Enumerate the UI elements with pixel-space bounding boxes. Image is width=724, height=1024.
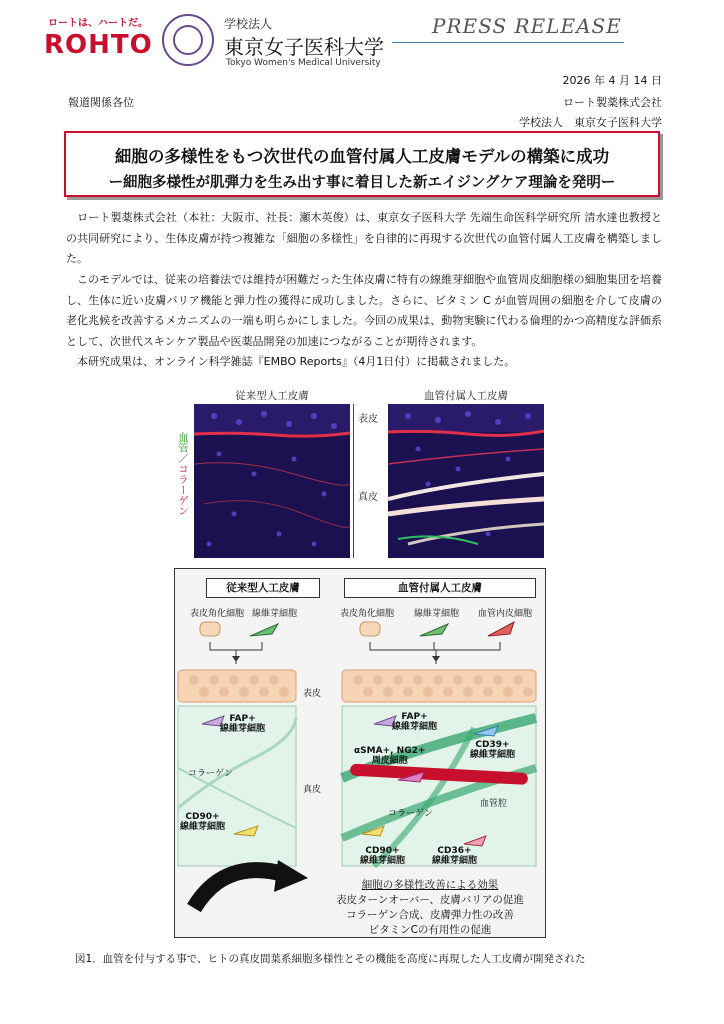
- micrograph-conventional-image: [194, 404, 350, 558]
- diagram-epidermis-label: 表皮: [303, 689, 322, 699]
- addressee: 報道関係各位: [68, 96, 134, 109]
- left-keratinocyte-label: 表皮角化細胞: [190, 609, 245, 619]
- left-fap-label: FAP+ 線維芽細胞: [220, 714, 266, 734]
- diagram-dermis-label: 真皮: [303, 785, 322, 795]
- vessel-lumen-label: 血管腔: [480, 799, 508, 809]
- org-twmu: 学校法人 東京女子医科大学: [519, 116, 662, 129]
- rohto-tagline: ロートは、ハートだ。: [48, 18, 148, 29]
- univ-corp-label: 学校法人: [224, 17, 273, 31]
- layer-dermis-label: 真皮: [358, 492, 378, 503]
- stain-collagen: コラーゲン: [177, 463, 189, 516]
- micrograph-conventional: [194, 404, 350, 558]
- left-collagen-label: コラーゲン: [188, 769, 233, 779]
- effect-3: ビタミンCの有用性の促進: [368, 924, 492, 936]
- rohto-logo: ROHTO: [44, 30, 153, 60]
- release-date: 2026 年 4 月 14 日: [562, 74, 662, 87]
- stain-vessel: 血管: [177, 432, 189, 453]
- paragraph-2: このモデルでは、従来の培養法では維持が困難だった生体皮膚に特有の線維芽細胞や血管周皮細胞様の細胞集団を培養し、生体に近い皮膚バリア機能と弾力性の獲得に成功しました。さらに、ビタミン C が血管周囲の細胞を介して皮膚の老化兆候を改善するメカニズムの一端も明らかにしました。今回の成果は、動物実験に代わる倫理的かつ高精度な評価系として、次世代スキンケア製品や医薬品開発の加速につながることが期待されます。: [66, 273, 662, 348]
- right-cd90-label: CD90+ 線維芽細胞: [360, 846, 406, 866]
- layer-divider: [353, 404, 354, 558]
- univ-name-en: Tokyo Women's Medical University: [226, 58, 381, 68]
- effect-1: 表皮ターンオーバー、皮膚バリアの促進: [336, 894, 524, 906]
- press-release-heading: PRESS RELEASE: [432, 14, 622, 38]
- right-asma-label: αSMA+, NG2+ 周皮細胞: [354, 746, 426, 766]
- university-seal-icon: [162, 14, 214, 66]
- univ-name: 東京女子医科大学: [224, 35, 384, 59]
- right-fap-label: FAP+ 線維芽細胞: [392, 712, 438, 732]
- effect-2: コラーゲン合成、皮膚弾力性の改善: [346, 909, 514, 921]
- right-keratinocyte-label: 表皮角化細胞: [340, 609, 395, 619]
- left-fibroblast-label: 線維芽細胞: [252, 609, 298, 619]
- right-collagen-label: コラーゲン: [388, 809, 433, 819]
- figure-caption: 図1．血管を付与する事で、ヒトの真皮間葉系細胞多様性とその機能を高度に再現した人工皮膚が開発された: [75, 953, 586, 965]
- diagram-right-title: 血管付属人工皮膚: [344, 578, 536, 598]
- effects-block: [318, 878, 542, 938]
- diagram-left-title: 従来型人工皮膚: [206, 578, 320, 598]
- micrograph-vascularized: [388, 404, 544, 558]
- paragraph-3: 本研究成果は、オンライン科学雑誌『EMBO Reports』（4月1日付）に掲載されました。: [66, 355, 516, 368]
- right-endothelial-label: 血管内皮細胞: [478, 609, 533, 619]
- left-cd90-label: CD90+ 線維芽細胞: [180, 812, 226, 832]
- main-title: 細胞の多様性をもつ次世代の血管付属人工皮膚モデルの構築に成功: [114, 147, 610, 166]
- sub-title: ー細胞多様性が肌弾力を生み出す事に着目した新エイジングケア理論を発明ー: [108, 175, 616, 191]
- stain-separator: ／: [177, 453, 189, 464]
- right-fibroblast-label: 線維芽細胞: [414, 609, 460, 619]
- org-rohto: ロート製薬株式会社: [563, 96, 662, 109]
- layer-epidermis-label: 表皮: [358, 414, 378, 425]
- right-cd36-label: CD36+ 線維芽細胞: [432, 846, 478, 866]
- paragraph-1: ロート製薬株式会社（本社：大阪市、社長：瀬木英俊）は、東京女子医科大学 先端生命医科学研究所 清水達也教授との共同研究により、生体皮膚が持つ複雑な「細胞の多様性」を自律的に再現する次世代の血管付属人工皮膚を構築しました。: [66, 211, 662, 265]
- mic-right-label: 血管付属人工皮膚: [424, 390, 508, 402]
- right-cd39-label: CD39+ 線維芽細胞: [470, 740, 516, 760]
- press-release-underline: [392, 42, 624, 43]
- stain-legend: [172, 432, 188, 516]
- micrograph-vascularized-image: [388, 404, 544, 558]
- effects-title: 細胞の多様性改善による効果: [361, 879, 499, 891]
- mic-left-label: 従来型人工皮膚: [235, 390, 309, 402]
